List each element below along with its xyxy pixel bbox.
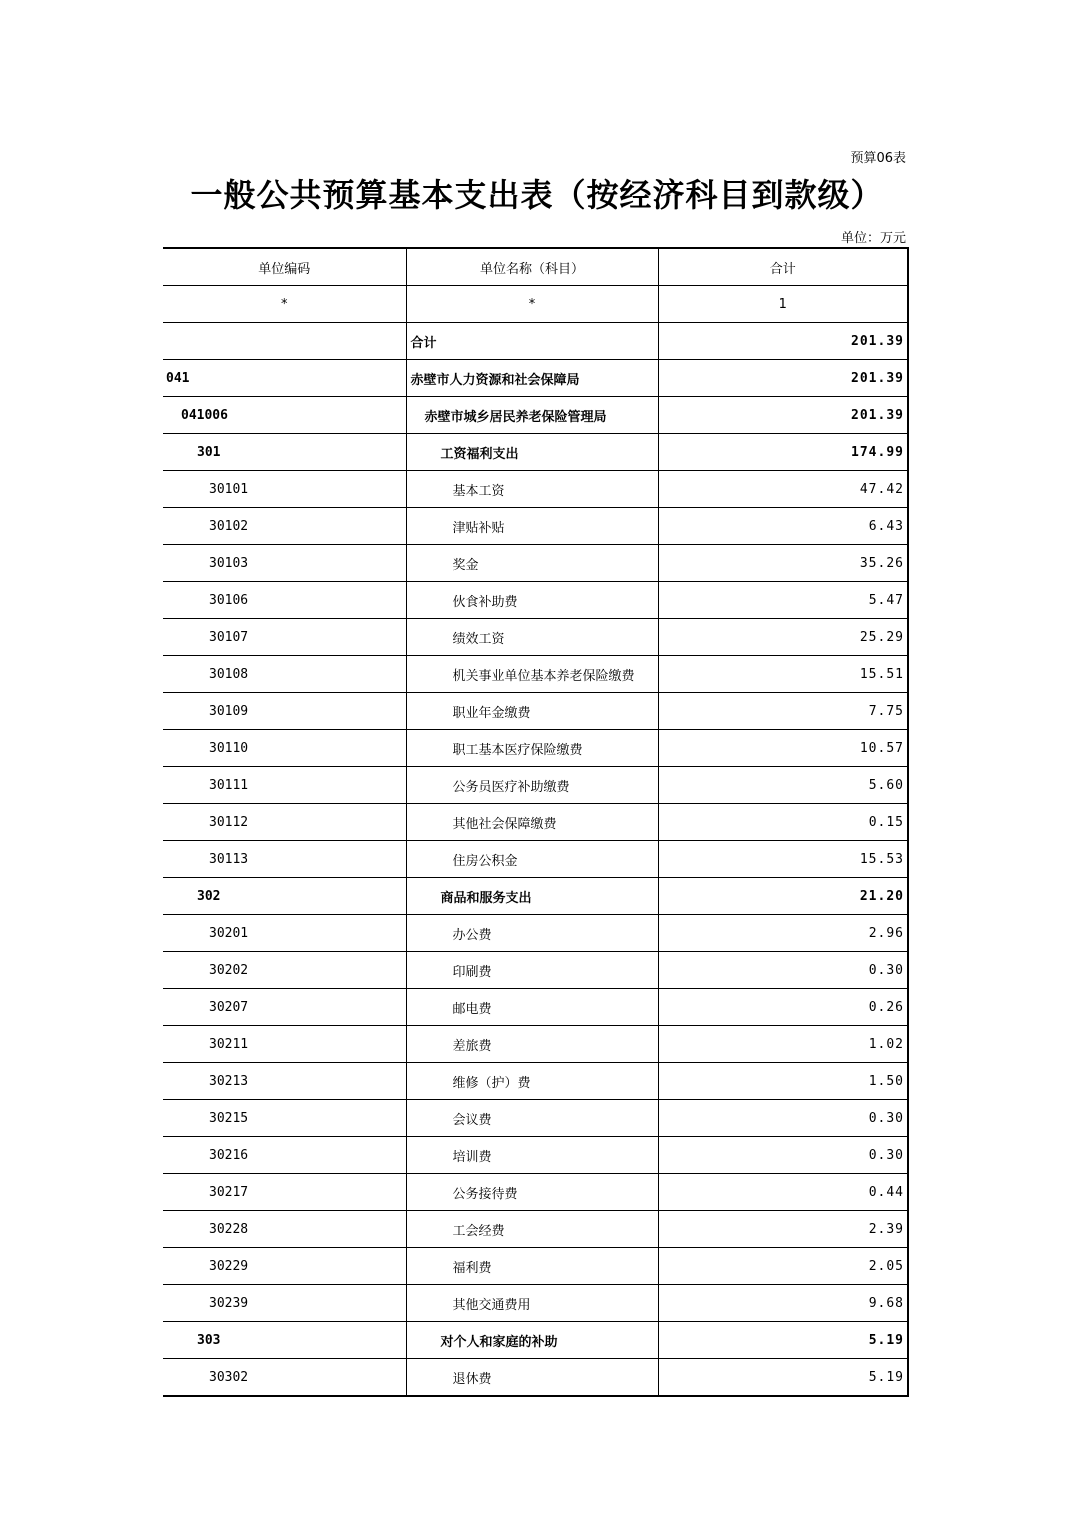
row-name: 公务员医疗补助缴费 [406,767,658,804]
row-name: 住房公积金 [406,841,658,878]
row-code: 30239 [163,1285,406,1322]
row-name: 津贴补贴 [406,508,658,545]
row-value: 2.39 [658,1211,908,1248]
row-value: 0.26 [658,989,908,1026]
row-name: 印刷费 [406,952,658,989]
row-code: 30216 [163,1137,406,1174]
row-code: 30228 [163,1211,406,1248]
row-name: 绩效工资 [406,619,658,656]
table-row [163,1174,908,1211]
row-code: 30101 [163,471,406,508]
table-row [163,545,908,582]
table-row [163,1211,908,1248]
row-code: 301 [163,434,406,471]
row-name: 商品和服务支出 [406,878,658,915]
row-name: 工资福利支出 [406,434,658,471]
table-row [163,508,908,545]
row-value: 5.60 [658,767,908,804]
row-code: 30202 [163,952,406,989]
row-value: 0.15 [658,804,908,841]
row-code: 30229 [163,1248,406,1285]
row-value: 2.05 [658,1248,908,1285]
row-value: 201.39 [658,323,908,360]
row-value: 5.19 [658,1322,908,1359]
row-code: 30113 [163,841,406,878]
header-code: 单位编码 [163,248,406,286]
table-row [163,1026,908,1063]
row-value: 0.44 [658,1174,908,1211]
table-row [163,397,908,434]
row-name: 公务接待费 [406,1174,658,1211]
table-row [163,693,908,730]
row-value: 10.57 [658,730,908,767]
row-value: 15.51 [658,656,908,693]
row-value: 1.50 [658,1063,908,1100]
row-code: 30217 [163,1174,406,1211]
table-row [163,841,908,878]
row-code [163,323,406,360]
row-name: 其他交通费用 [406,1285,658,1322]
row-value: 0.30 [658,1137,908,1174]
row-name: 工会经费 [406,1211,658,1248]
row-code: 30215 [163,1100,406,1137]
row-value: 174.99 [658,434,908,471]
row-code: 30201 [163,915,406,952]
row-value: 15.53 [658,841,908,878]
row-name: 其他社会保障缴费 [406,804,658,841]
table-row [163,1322,908,1359]
row-name: 赤壁市人力资源和社会保障局 [406,360,658,397]
row-value: 5.19 [658,1359,908,1397]
row-code: 30106 [163,582,406,619]
row-name: 会议费 [406,1100,658,1137]
table-row [163,619,908,656]
index-name: * [406,286,658,323]
index-code: * [163,286,406,323]
row-value: 2.96 [658,915,908,952]
row-value: 201.39 [658,360,908,397]
row-name: 伙食补助费 [406,582,658,619]
table-row [163,804,908,841]
row-value: 6.43 [658,508,908,545]
row-code: 30207 [163,989,406,1026]
row-value: 7.75 [658,693,908,730]
index-total: 1 [658,286,908,323]
row-value: 47.42 [658,471,908,508]
row-name: 合计 [406,323,658,360]
row-code: 30111 [163,767,406,804]
table-row [163,878,908,915]
row-name: 维修（护）费 [406,1063,658,1100]
row-value: 21.20 [658,878,908,915]
page-title: 一般公共预算基本支出表（按经济科目到款级） [190,176,884,214]
row-name: 基本工资 [406,471,658,508]
row-name: 差旅费 [406,1026,658,1063]
table-row [163,952,908,989]
row-name: 福利费 [406,1248,658,1285]
row-name: 职业年金缴费 [406,693,658,730]
table-row [163,1285,908,1322]
row-value: 0.30 [658,1100,908,1137]
row-value: 0.30 [658,952,908,989]
table-row [163,1248,908,1285]
row-code: 30107 [163,619,406,656]
header-row [163,248,908,286]
row-name: 退休费 [406,1359,658,1397]
row-name: 培训费 [406,1137,658,1174]
table-row [163,915,908,952]
budget-table-body [163,248,908,1396]
row-code: 302 [163,878,406,915]
table-row [163,730,908,767]
budget-table [163,247,909,1397]
unit-label: 单位：万元 [840,231,906,246]
table-row [163,434,908,471]
row-code: 041006 [163,397,406,434]
row-value: 5.47 [658,582,908,619]
table-row [163,360,908,397]
table-row [163,656,908,693]
row-code: 30108 [163,656,406,693]
row-value: 35.26 [658,545,908,582]
row-code: 30302 [163,1359,406,1397]
table-row [163,323,908,360]
table-number: 预算06表 [850,151,906,166]
row-name: 机关事业单位基本养老保险缴费 [406,656,658,693]
table-row [163,582,908,619]
row-code: 303 [163,1322,406,1359]
table-row [163,1100,908,1137]
row-code: 30211 [163,1026,406,1063]
row-value: 1.02 [658,1026,908,1063]
header-total: 合计 [658,248,908,286]
row-code: 30102 [163,508,406,545]
row-name: 职工基本医疗保险缴费 [406,730,658,767]
table-row [163,1137,908,1174]
row-code: 30213 [163,1063,406,1100]
row-name: 办公费 [406,915,658,952]
row-value: 25.29 [658,619,908,656]
table-row [163,767,908,804]
table-row [163,989,908,1026]
row-value: 201.39 [658,397,908,434]
table-row [163,471,908,508]
row-code: 041 [163,360,406,397]
row-name: 奖金 [406,545,658,582]
row-name: 赤壁市城乡居民养老保险管理局 [406,397,658,434]
table-row [163,1063,908,1100]
row-code: 30103 [163,545,406,582]
row-code: 30112 [163,804,406,841]
row-value: 9.68 [658,1285,908,1322]
table-row [163,1359,908,1397]
index-row [163,286,908,323]
header-name: 单位名称（科目） [406,248,658,286]
row-name: 对个人和家庭的补助 [406,1322,658,1359]
row-name: 邮电费 [406,989,658,1026]
row-code: 30109 [163,693,406,730]
row-code: 30110 [163,730,406,767]
